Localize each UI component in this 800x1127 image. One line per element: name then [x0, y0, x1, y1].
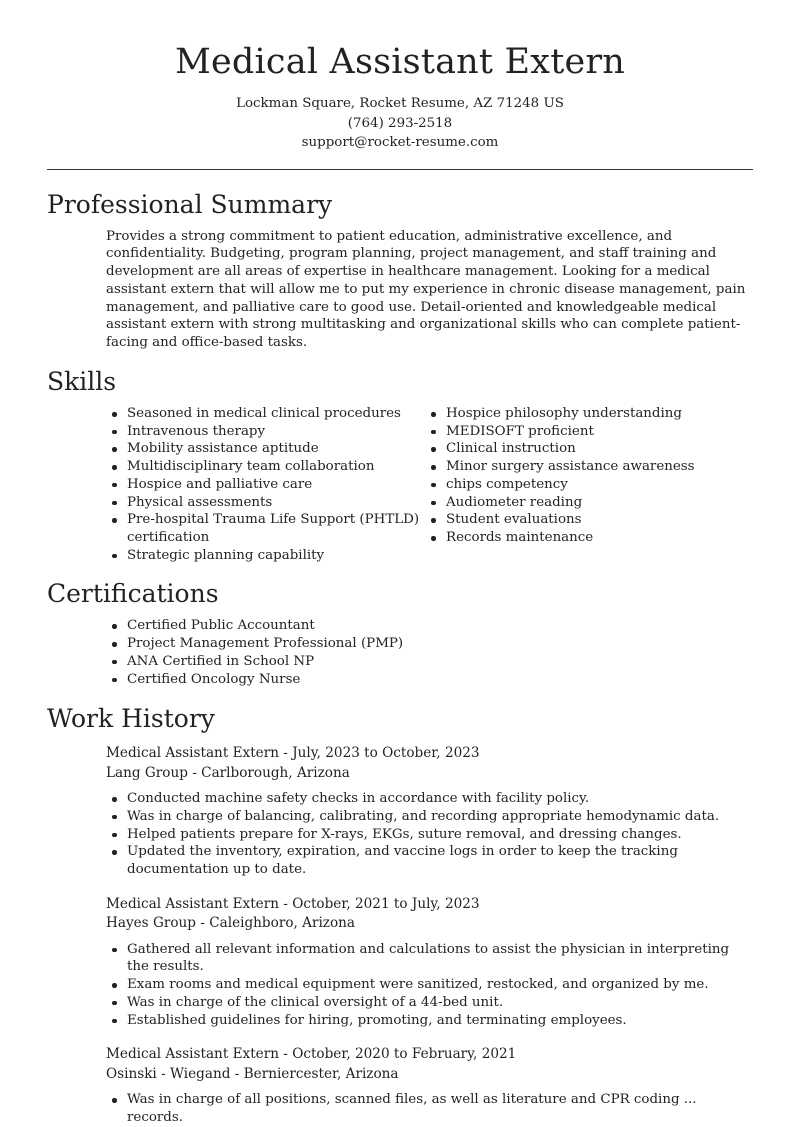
- job-separator: -: [278, 895, 293, 912]
- job-title-line: [106, 895, 753, 915]
- job-dates: October, 2021 to July, 2023: [292, 895, 480, 912]
- skill-item: Minor surgery assistance awareness: [446, 458, 746, 476]
- contact-block: [47, 94, 753, 153]
- job-separator: -: [278, 745, 293, 762]
- work-history-title: Work History: [47, 704, 215, 734]
- job-entry: [106, 744, 753, 879]
- job-title: Medical Assistant Extern: [106, 1046, 279, 1063]
- work-history-section: [47, 702, 753, 1126]
- resume-page: [47, 0, 753, 1127]
- job-location: Carlborough, Arizona: [201, 764, 350, 781]
- job-bullet: Gathered all relevant information and calculations to assist the physician in interpreting the results.: [127, 941, 753, 976]
- skill-item: Records maintenance: [446, 529, 746, 547]
- job-company-line: [106, 764, 753, 784]
- job-company: Hayes Group: [106, 915, 196, 932]
- job-bullets: [127, 1091, 753, 1126]
- certifications-list: [127, 617, 753, 688]
- certification-item: Project Management Professional (PMP): [127, 635, 753, 653]
- job-separator: -: [187, 764, 202, 781]
- skill-item: Physical assessments: [127, 494, 431, 512]
- skills-title: Skills: [47, 367, 117, 397]
- contact-phone: (764) 293-2518: [347, 115, 453, 131]
- skill-item: Mobility assistance aptitude: [127, 440, 431, 458]
- certifications-section: [47, 577, 753, 688]
- header-divider: [47, 169, 753, 170]
- job-bullet: Was in charge of all positions, scanned files, as well as literature and CPR coding ... records.: [127, 1091, 753, 1126]
- skill-item: Pre-hospital Trauma Life Support (PHTLD) certification: [127, 511, 431, 546]
- job-entry: [106, 895, 753, 1030]
- job-bullet: Was in charge of the clinical oversight of a 44-bed unit.: [127, 994, 753, 1012]
- skills-section: [47, 365, 753, 564]
- skill-item: Student evaluations: [446, 511, 746, 529]
- job-bullet: Established guidelines for hiring, promoting, and terminating employees.: [127, 1012, 753, 1030]
- skill-item: Hospice and palliative care: [127, 476, 431, 494]
- job-bullet: Helped patients prepare for X-rays, EKGs, suture removal, and dressing changes.: [127, 826, 753, 844]
- job-title-line: [106, 744, 753, 764]
- job-bullet: Was in charge of balancing, calibrating, and recording appropriate hemodynamic data.: [127, 808, 753, 826]
- job-location: Caleighboro, Arizona: [209, 915, 356, 932]
- certification-item: Certified Public Accountant: [127, 617, 753, 635]
- summary-title: Professional Summary: [47, 189, 333, 219]
- job-location: Berniercester, Arizona: [243, 1065, 399, 1082]
- certification-item: Certified Oncology Nurse: [127, 671, 753, 689]
- contact-email: support@rocket-resume.com: [301, 135, 499, 150]
- job-separator: -: [230, 1065, 244, 1082]
- summary-section: [47, 188, 753, 353]
- job-bullet: Updated the inventory, expiration, and vaccine logs in order to keep the tracking documentation up to date.: [127, 843, 753, 878]
- job-bullet: Exam rooms and medical equipment were sanitized, restocked, and organized by me.: [127, 976, 753, 994]
- skill-item: Intravenous therapy: [127, 423, 431, 441]
- skill-item: Seasoned in medical clinical procedures: [127, 405, 431, 423]
- job-company-line: [106, 914, 753, 934]
- skill-item: Multidisciplinary team collaboration: [127, 458, 431, 476]
- contact-address: Lockman Square, Rocket Resume, AZ 71248 US: [236, 96, 564, 111]
- job-company-line: [106, 1065, 753, 1085]
- skill-item: MEDISOFT proficient: [446, 423, 746, 441]
- certification-item: ANA Certified in School NP: [127, 653, 753, 671]
- skill-item: Audiometer reading: [446, 494, 746, 512]
- job-company: Lang Group: [106, 764, 188, 781]
- skills-list-left: [127, 405, 431, 564]
- job-title-line: [106, 1045, 753, 1065]
- job-title: Medical Assistant Extern: [106, 895, 279, 912]
- skill-item: Hospice philosophy understanding: [446, 405, 746, 423]
- job-separator: -: [278, 1046, 293, 1063]
- summary-text: Provides a strong commitment to patient education, administrative excellence, and confidentiality. Budgeting, program planning, project management, and staff training and development are all areas of expertise in healthcare management. Looking for a medical assistant extern that will allow me to put my experience in chronic disease management, pain management, and palliative care to good use. Detail-oriented and knowledgeable medical assistant extern with strong multitasking and organizational skills who can complete patient-facing and office-based tasks.: [106, 228, 746, 351]
- job-entry: [106, 1045, 753, 1126]
- skill-item: Strategic planning capability: [127, 547, 431, 565]
- job-bullets: [127, 941, 753, 1030]
- job-separator: -: [195, 915, 210, 932]
- skill-item: Clinical instruction: [446, 440, 746, 458]
- skill-item: chips competency: [446, 476, 746, 494]
- job-bullets: [127, 790, 753, 879]
- job-title: Medical Assistant Extern: [106, 745, 279, 762]
- job-bullet: Conducted machine safety checks in accordance with facility policy.: [127, 790, 753, 808]
- job-dates: October, 2020 to February, 2021: [292, 1046, 517, 1063]
- job-dates: July, 2023 to October, 2023: [292, 745, 480, 762]
- certifications-title: Certifications: [47, 579, 219, 609]
- skills-columns: [127, 405, 753, 564]
- job-company: Osinski - Wiegand: [106, 1065, 231, 1082]
- resume-name: Medical Assistant Extern: [174, 42, 626, 82]
- skills-list-right: [446, 405, 746, 564]
